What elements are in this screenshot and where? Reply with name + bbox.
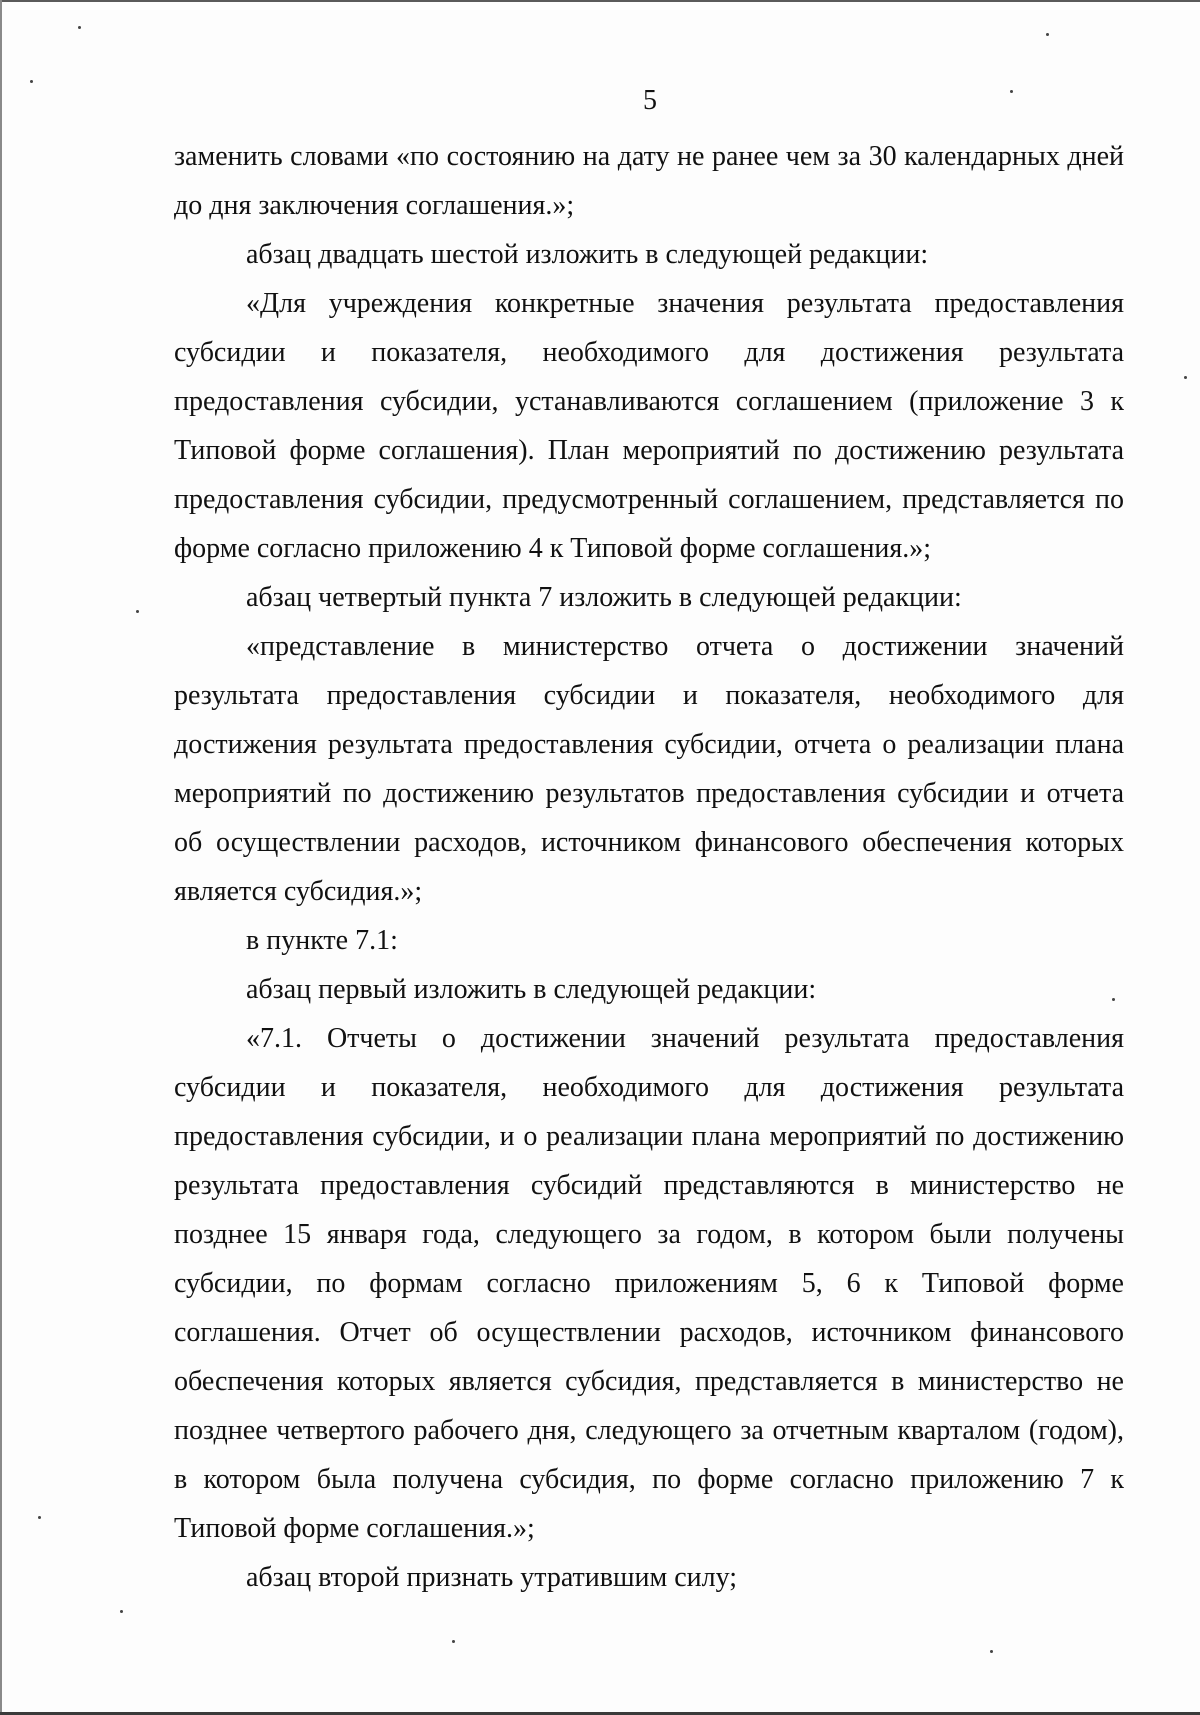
- scan-speck: [136, 610, 139, 613]
- scan-left-edge: [0, 0, 2, 1715]
- paragraph-quoted-amendment: «представление в министерство отчета о достижении значений результата предоставления субсидии и показателя, необходимого для достижения результата предоставления субсидии, отчета о реализации плана мероприятий по достижению результатов предоставления субсидии и отчета об осуществлении расходов, источником финансового обеспечения которых является субсидия.»;: [174, 631, 1124, 907]
- paragraph-instruction: в пункте 7.1:: [246, 925, 398, 956]
- page-number: 5: [643, 85, 657, 116]
- scan-speck: [30, 80, 33, 83]
- paragraph-quoted-amendment: «7.1. Отчеты о достижении значений результата предоставления субсидии и показателя, необходимого для достижения результата предоставления субсидии, и о реализации плана мероприятий по достижению результата предоставления субсидий представляются в министерство не позднее 15 января года, следующего за годом, в котором были получены субсидии, по формам согласно приложениям 5, 6 к Типовой форме соглашения. Отчет об осуществлении расходов, источником финансового обеспечения которых является субсидия, представляется в министерство не позднее четвертого рабочего дня, следующего за отчетным кварталом (годом), в котором была получена субсидия, по форме согласно приложению 7 к Типовой форме соглашения.»;: [174, 1023, 1124, 1544]
- paragraph-instruction: абзац двадцать шестой изложить в следующей редакции:: [246, 239, 929, 270]
- paragraph-quoted-amendment: «Для учреждения конкретные значения результата предоставления субсидии и показателя, необходимого для достижения результата предоставления субсидии, устанавливаются соглашением (приложение 3 к Типовой форме соглашения). План мероприятий по достижению результата предоставления субсидии, предусмотренный соглашением, представляется по форме согласно приложению 4 к Типовой форме соглашения.»;: [174, 288, 1124, 564]
- document-body: [174, 132, 1124, 1602]
- paragraph-continuation: заменить словами «по состоянию на дату не ранее чем за 30 календарных дней до дня заключения соглашения.»;: [174, 141, 1124, 221]
- paragraph-instruction: абзац первый изложить в следующей редакции:: [246, 974, 817, 1005]
- scan-speck: [990, 1650, 993, 1653]
- scan-speck: [452, 1640, 455, 1643]
- scan-speck: [120, 1610, 123, 1613]
- scan-speck: [1184, 376, 1187, 379]
- paragraph-instruction: абзац четвертый пункта 7 изложить в следующей редакции:: [246, 582, 962, 613]
- paragraph-instruction: абзац второй признать утратившим силу;: [246, 1562, 738, 1593]
- scan-speck: [38, 1516, 41, 1519]
- scan-speck: [1046, 33, 1049, 36]
- scan-top-edge: [0, 0, 1200, 2]
- scan-speck: [78, 26, 81, 29]
